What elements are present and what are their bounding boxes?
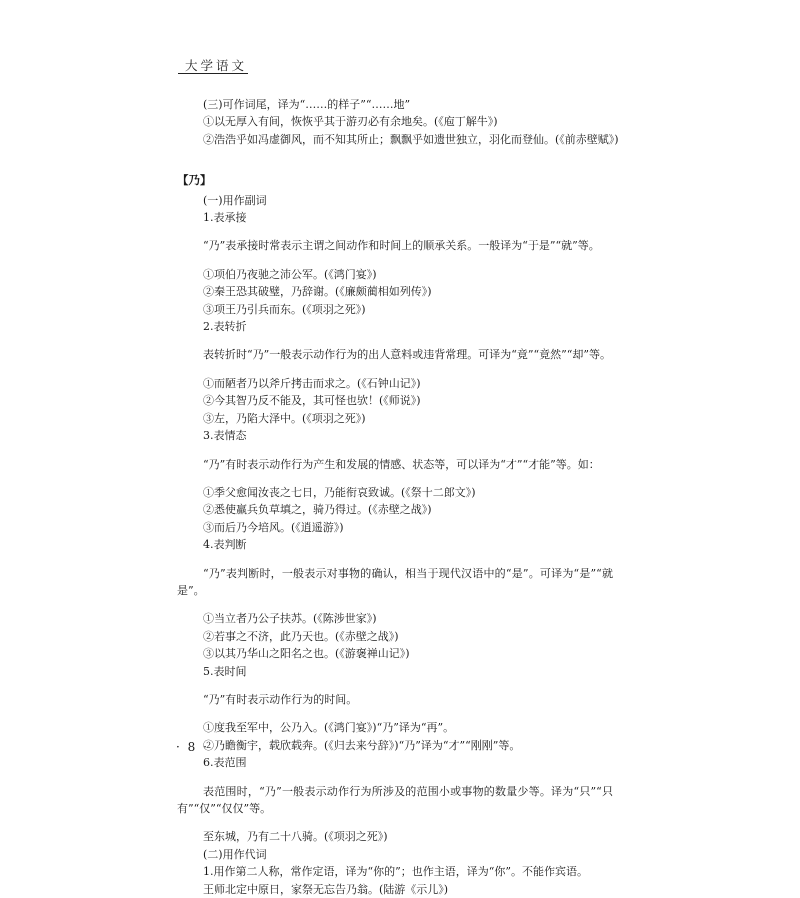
section-description: “乃”有时表示动作行为的时间。	[203, 692, 358, 706]
intro-example: ②浩浩乎如冯虚御风，而不知其所止；飘飘乎如遗世独立，羽化而登仙。(《前赤壁赋》)	[203, 132, 619, 146]
part-title: (二)用作代词	[203, 847, 267, 861]
intro-heading: (三)可作词尾，译为“……的样子”“……地”	[203, 98, 411, 111]
page-body	[177, 96, 619, 898]
example-line: ①而陋者乃以斧斤拷击而求之。(《石钟山记》)	[203, 376, 421, 390]
example-line: ②秦王恐其破璧，乃辞谢。(《廉颇蔺相如列传》)	[203, 285, 432, 299]
section-description: 1.用作第二人称，常作定语，译为“你的”；也作主语，译为“你”。不能作宾语。	[203, 865, 588, 879]
example-line: ③项王乃引兵而东。(《项羽之死》)	[203, 302, 366, 316]
section-description: “乃”表承接时常表示主谓之间动作和时间上的顺承关系。一般译为“于是”“就”等。	[203, 239, 600, 253]
example-line: ①度我至军中，公乃入。(《鸿门宴》)“乃”译为“再”。	[203, 721, 455, 735]
example-line: ①当立者乃公子扶苏。(《陈涉世家》)	[203, 612, 377, 626]
example-line: 至东城，乃有二十八骑。(《项羽之死》)	[203, 830, 388, 844]
section-heading: 2.表转折	[203, 320, 247, 334]
section-heading: 4.表判断	[203, 538, 247, 552]
example-line: ②悉使羸兵负草填之，骑乃得过。(《赤壁之战》)	[203, 503, 432, 517]
section-heading: 1.表承接	[203, 211, 247, 225]
part-title: (一)用作副词	[203, 193, 267, 207]
example-line: ②乃瞻衡宇，载欣载奔。(《归去来兮辞》)“乃”译为“才”“刚刚”等。	[203, 738, 521, 752]
section-heading: 6.表范围	[203, 756, 247, 770]
example-line: ②今其智乃反不能及，其可怪也欤！(《师说》)	[203, 394, 421, 408]
entry-head: 【乃】	[177, 173, 212, 188]
section-heading: 5.表时间	[203, 664, 247, 678]
section-description: 表范围时，“乃”一般表示动作行为所涉及的范围小或事物的数量少等。译为“只”“只有”“仅”“仅仅”等。	[177, 784, 613, 815]
example-line: ③而后乃今培风。(《逍遥游》)	[203, 520, 344, 534]
section-gap	[177, 148, 613, 172]
header-rule	[178, 73, 248, 74]
example-line: ②若事之不济，此乃天也。(《赤壁之战》)	[203, 629, 399, 643]
section-description: “乃”有时表示动作行为产生和发展的情感、状态等，可以译为“才”“才能”等。如：	[203, 457, 600, 471]
example-line: ③以其乃华山之阳名之也。(《游褒禅山记》)	[203, 647, 410, 661]
example-line: ③左，乃陷大泽中。(《项羽之死》)	[203, 411, 366, 425]
example-line: ①项伯乃夜驰之沛公军。(《鸿门宴》)	[203, 267, 377, 281]
section-heading: 3.表情态	[203, 429, 247, 443]
section-description: “乃”表判断时，一般表示对事物的确认，相当于现代汉语中的“是”。可译为“是”“就是”。	[177, 566, 613, 597]
running-header: 大学语文	[185, 58, 248, 73]
section-description: 表转折时“乃”一般表示动作行为的出人意料或违背常理。可译为“竟”“竟然”“却”等。	[203, 348, 611, 362]
intro-example: ①以无厚入有间，恢恢乎其于游刃必有余地矣。(《庖丁解牛》)	[203, 115, 498, 129]
example-line: ①季父愈闻汝丧之七日，乃能衔哀致诚。(《祭十二郎文》)	[203, 485, 476, 499]
example-line: 王师北定中原日，家祭无忘告乃翁。(陆游《示儿》)	[203, 882, 449, 896]
page-number: · 8 ·	[176, 740, 209, 754]
